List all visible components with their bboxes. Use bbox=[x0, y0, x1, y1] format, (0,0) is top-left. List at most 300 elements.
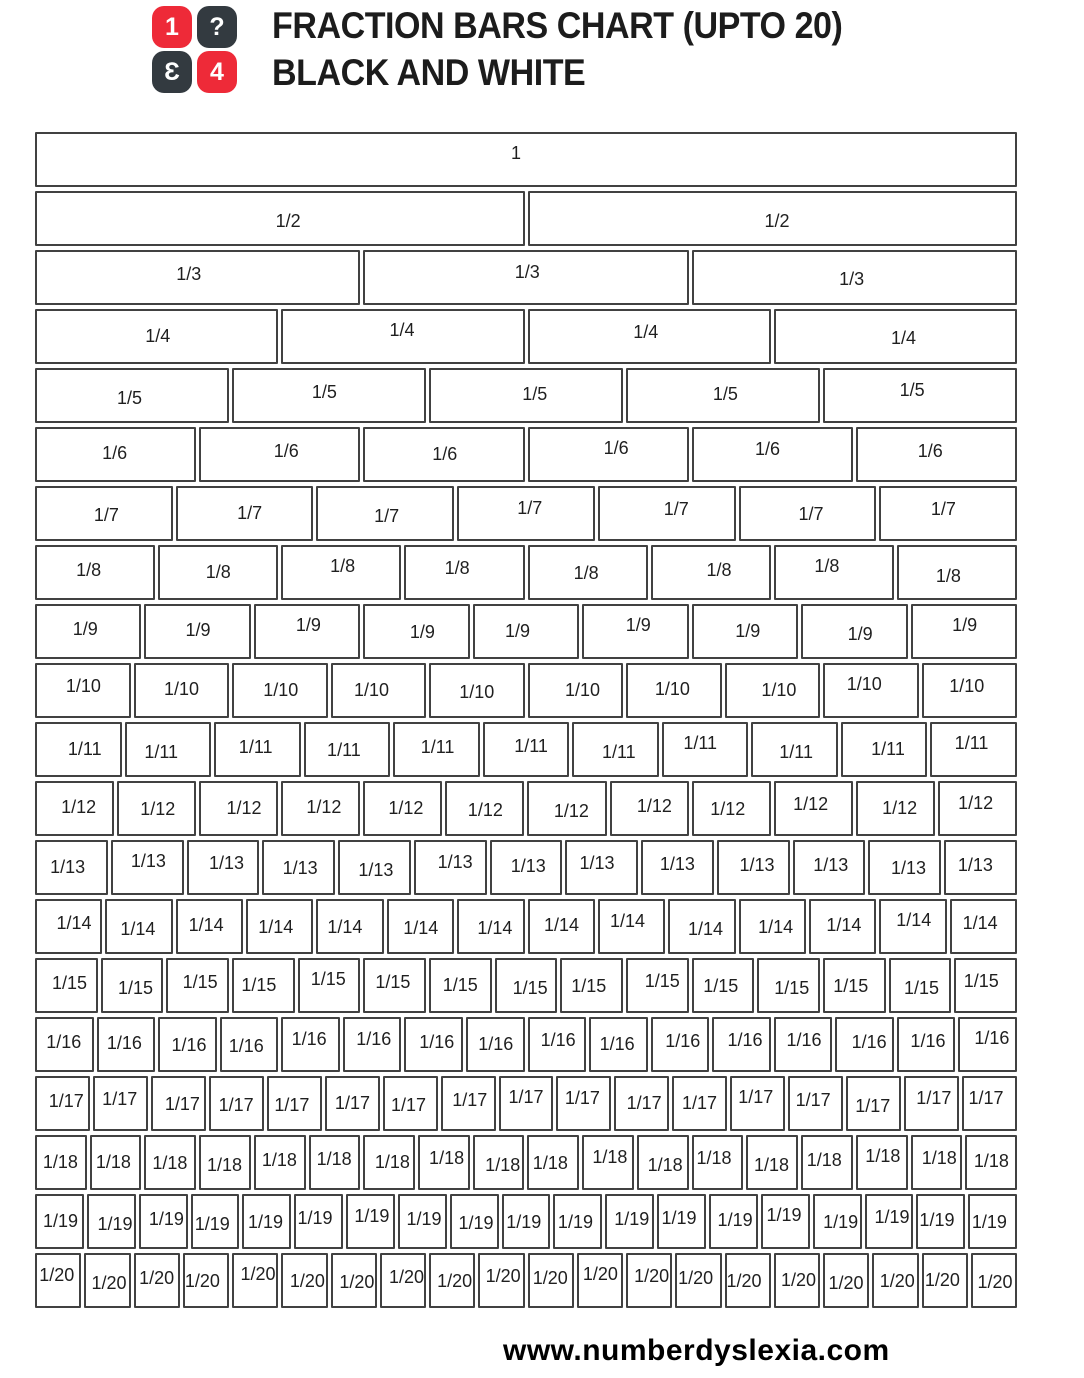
fraction-bar-cell bbox=[393, 722, 480, 777]
fraction-bar-cell bbox=[911, 604, 1017, 659]
fraction-label: 1/18 bbox=[865, 1145, 901, 1166]
fraction-bar-cell bbox=[429, 1253, 475, 1308]
fraction-bar-cell bbox=[35, 427, 196, 482]
fraction-bar-cell bbox=[757, 958, 820, 1013]
fraction-label: 1/5 bbox=[522, 384, 548, 405]
fraction-bar-cell bbox=[958, 1017, 1017, 1072]
fraction-bar-row-17 bbox=[35, 1076, 1017, 1131]
fraction-bar-cell bbox=[35, 132, 1017, 187]
fraction-label: 1/11 bbox=[514, 735, 548, 756]
fraction-bar-cell bbox=[84, 1253, 130, 1308]
fraction-bar-row-13 bbox=[35, 840, 1017, 895]
fraction-bar-cell bbox=[214, 722, 301, 777]
fraction-bar-row-10 bbox=[35, 663, 1017, 718]
fraction-bar-cell bbox=[739, 486, 877, 541]
fraction-bar-cell bbox=[35, 722, 122, 777]
fraction-bar-cell bbox=[158, 1017, 217, 1072]
fraction-bar-cell bbox=[692, 250, 1017, 305]
fraction-bar-cell bbox=[528, 899, 595, 954]
fraction-label: 1/7 bbox=[93, 504, 119, 525]
fraction-label: 1/15 bbox=[903, 977, 939, 998]
fraction-bar-cell bbox=[35, 958, 98, 1013]
fraction-bar-cell bbox=[527, 1135, 579, 1190]
fraction-label: 1/19 bbox=[661, 1207, 697, 1228]
fraction-bar-cell bbox=[254, 1135, 306, 1190]
fraction-bar-cell bbox=[637, 1135, 689, 1190]
fraction-label: 1/18 bbox=[95, 1152, 131, 1173]
fraction-bar-cell bbox=[950, 899, 1017, 954]
fraction-label: 1/10 bbox=[846, 674, 882, 695]
fraction-bar-cell bbox=[457, 899, 524, 954]
fraction-bar-cell bbox=[232, 368, 426, 423]
fraction-bar-cell bbox=[922, 1253, 968, 1308]
fraction-bar-cell bbox=[872, 1253, 918, 1308]
fraction-label: 1/20 bbox=[977, 1271, 1013, 1292]
fraction-bar-cell bbox=[528, 663, 624, 718]
fraction-label: 1/17 bbox=[795, 1090, 831, 1111]
fraction-bar-cell bbox=[528, 545, 648, 600]
fraction-bar-cell bbox=[490, 840, 563, 895]
fraction-bar-cell bbox=[139, 1194, 188, 1249]
fraction-label: 1/18 bbox=[261, 1149, 297, 1170]
fraction-bar-cell bbox=[582, 604, 688, 659]
fraction-bar-cell bbox=[582, 1135, 634, 1190]
fraction-label: 1/20 bbox=[388, 1267, 424, 1288]
fraction-bar-cell bbox=[387, 899, 454, 954]
fraction-bar-cell bbox=[90, 1135, 142, 1190]
fraction-bar-cell bbox=[962, 1076, 1017, 1131]
fraction-label: 1/16 bbox=[851, 1032, 887, 1053]
fraction-bar-cell bbox=[668, 899, 735, 954]
fraction-label: 1/8 bbox=[706, 559, 732, 580]
fraction-label: 1/2 bbox=[764, 210, 790, 231]
fraction-label: 1/14 bbox=[188, 914, 224, 935]
fraction-label: 1/6 bbox=[755, 439, 781, 460]
fraction-label: 1/10 bbox=[654, 678, 690, 699]
fraction-bar-cell bbox=[457, 486, 595, 541]
fraction-bar-cell bbox=[111, 840, 184, 895]
fraction-label: 1/14 bbox=[258, 917, 294, 938]
fraction-bar-cell bbox=[117, 781, 196, 836]
fraction-label: 1/6 bbox=[273, 441, 299, 462]
fraction-label: 1/20 bbox=[726, 1271, 762, 1292]
fraction-bar-cell bbox=[739, 899, 806, 954]
fraction-bar-cell bbox=[614, 1076, 669, 1131]
fraction-bar-cell bbox=[692, 604, 798, 659]
fraction-bar-cell bbox=[528, 1253, 574, 1308]
fraction-bar-cell bbox=[429, 368, 623, 423]
fraction-label: 1/10 bbox=[459, 682, 495, 703]
fraction-label: 1/13 bbox=[813, 855, 849, 876]
fraction-bar-cell bbox=[232, 958, 295, 1013]
fraction-label: 1/15 bbox=[52, 973, 88, 994]
number-dyslexia-logo bbox=[152, 6, 240, 94]
fraction-bar-row-3 bbox=[35, 250, 1017, 305]
fraction-label: 1/18 bbox=[592, 1146, 628, 1167]
fraction-bar-cell bbox=[404, 1017, 463, 1072]
fraction-bar-cell bbox=[675, 1253, 721, 1308]
fraction-label: 1/14 bbox=[896, 910, 932, 931]
fraction-bar-cell bbox=[309, 1135, 361, 1190]
fraction-label: 1/13 bbox=[208, 852, 245, 873]
fraction-label: 1/19 bbox=[766, 1205, 802, 1225]
fraction-bar-cell bbox=[751, 722, 838, 777]
fraction-bar-cell bbox=[651, 545, 771, 600]
fraction-label: 1/17 bbox=[274, 1094, 310, 1115]
fraction-label: 1/15 bbox=[774, 977, 810, 998]
fraction-label: 1/9 bbox=[952, 615, 978, 636]
fraction-bar-cell bbox=[801, 604, 907, 659]
fraction-bar-cell bbox=[199, 1135, 251, 1190]
fraction-label: 1/17 bbox=[48, 1090, 84, 1111]
fraction-bar-cell bbox=[605, 1194, 654, 1249]
fraction-label: 1/18 bbox=[485, 1155, 521, 1176]
fraction-label: 1/20 bbox=[879, 1270, 915, 1291]
fraction-label: 1/10 bbox=[761, 679, 797, 700]
fraction-bar-cell bbox=[254, 604, 360, 659]
fraction-label: 1/14 bbox=[758, 916, 794, 937]
fraction-label: 1/19 bbox=[194, 1214, 230, 1235]
fraction-label: 1/16 bbox=[599, 1033, 635, 1054]
fraction-bar-cell bbox=[316, 899, 383, 954]
fraction-bar-cell bbox=[793, 840, 866, 895]
fraction-bar-cell bbox=[965, 1135, 1017, 1190]
fraction-label: 1/9 bbox=[185, 619, 211, 640]
fraction-label: 1/19 bbox=[354, 1205, 390, 1226]
fraction-label: 1/4 bbox=[633, 322, 659, 342]
fraction-bar-cell bbox=[304, 722, 391, 777]
fraction-label: 1/13 bbox=[739, 854, 775, 875]
fraction-label: 1/6 bbox=[432, 443, 458, 464]
fraction-bar-cell bbox=[338, 840, 411, 895]
fraction-label: 1/16 bbox=[974, 1027, 1010, 1048]
fraction-bar-cell bbox=[294, 1194, 343, 1249]
fraction-label: 1/17 bbox=[916, 1087, 952, 1108]
fraction-bar-cell bbox=[429, 958, 492, 1013]
fraction-label: 1/2 bbox=[275, 210, 301, 231]
fraction-label: 1/9 bbox=[72, 618, 98, 639]
fraction-bar-cell bbox=[527, 781, 606, 836]
title-block bbox=[272, 2, 842, 96]
fraction-label: 1/20 bbox=[91, 1273, 127, 1294]
fraction-bar-cell bbox=[801, 1135, 853, 1190]
fraction-bar-cell bbox=[879, 486, 1017, 541]
page-title: FRACTION BARS CHART (UPTO 20) bbox=[272, 5, 843, 46]
fraction-label: 1/16 bbox=[910, 1031, 946, 1052]
fraction-label: 1/17 bbox=[164, 1094, 200, 1114]
fraction-bar-row-11 bbox=[35, 722, 1017, 777]
fraction-label: 1/13 bbox=[437, 851, 473, 872]
fraction-bar-cell bbox=[922, 663, 1018, 718]
fraction-bar-row-5 bbox=[35, 368, 1017, 423]
fraction-label: 1/13 bbox=[659, 853, 695, 874]
fraction-label: 1/12 bbox=[710, 798, 746, 819]
fraction-label: 1/8 bbox=[330, 556, 356, 577]
fraction-label: 1/8 bbox=[814, 556, 840, 577]
fraction-bar-cell bbox=[343, 1017, 402, 1072]
fraction-label: 1/20 bbox=[634, 1265, 670, 1286]
fraction-label: 1/19 bbox=[406, 1209, 442, 1229]
fraction-bar-row-6 bbox=[35, 427, 1017, 482]
fraction-label: 1/9 bbox=[409, 621, 435, 642]
fraction-label: 1/7 bbox=[798, 503, 824, 524]
fraction-label: 1/20 bbox=[781, 1269, 817, 1290]
fraction-bar-cell bbox=[144, 1135, 196, 1190]
fraction-bar-cell bbox=[725, 1253, 771, 1308]
fraction-bar-cell bbox=[298, 958, 361, 1013]
fraction-bar-cell bbox=[281, 781, 360, 836]
fraction-bar-cell bbox=[553, 1194, 602, 1249]
fraction-label: 1/19 bbox=[823, 1212, 859, 1233]
fraction-label: 1/18 bbox=[374, 1152, 410, 1173]
fraction-label: 1/5 bbox=[899, 379, 925, 400]
fraction-label: 1/15 bbox=[310, 968, 346, 989]
fraction-bar-cell bbox=[809, 899, 876, 954]
fraction-bar-cell bbox=[774, 781, 853, 836]
fraction-label: 1/14 bbox=[826, 914, 862, 935]
fraction-label: 1/8 bbox=[76, 559, 102, 580]
fraction-label: 1/18 bbox=[647, 1155, 683, 1176]
fraction-bar-cell bbox=[911, 1135, 963, 1190]
fraction-bar-row-20 bbox=[35, 1253, 1017, 1308]
fraction-bar-cell bbox=[930, 722, 1017, 777]
fraction-bar-cell bbox=[841, 722, 928, 777]
fraction-label: 1/16 bbox=[727, 1029, 763, 1050]
fraction-label: 1/5 bbox=[116, 388, 143, 409]
fraction-label: 1/18 bbox=[532, 1153, 568, 1174]
logo-tile-label: ? bbox=[209, 12, 225, 41]
fraction-label: 1/3 bbox=[514, 262, 540, 283]
fraction-label: 1/14 bbox=[120, 919, 156, 939]
fraction-label: 1/6 bbox=[603, 438, 629, 459]
fraction-label: 1/13 bbox=[890, 857, 927, 878]
fraction-label: 1/15 bbox=[241, 974, 277, 995]
fraction-bar-row-7 bbox=[35, 486, 1017, 541]
fraction-bar-cell bbox=[823, 1253, 869, 1308]
fraction-label: 1/19 bbox=[42, 1211, 79, 1232]
fraction-bar-cell bbox=[363, 958, 426, 1013]
fraction-bar-cell bbox=[774, 1253, 820, 1308]
fraction-label: 1/12 bbox=[140, 799, 176, 819]
fraction-label: 1/9 bbox=[625, 615, 651, 636]
fraction-label: 1/7 bbox=[663, 498, 689, 519]
fraction-bar-cell bbox=[35, 250, 360, 305]
fraction-label: 1/17 bbox=[968, 1088, 1004, 1109]
fraction-bar-cell bbox=[166, 958, 229, 1013]
fraction-bar-cell bbox=[692, 427, 853, 482]
fraction-bar-cell bbox=[429, 663, 525, 718]
fraction-bar-cell bbox=[209, 1076, 264, 1131]
fraction-bar-row-8 bbox=[35, 545, 1017, 600]
fraction-bar-cell bbox=[730, 1076, 785, 1131]
fraction-bar-cell bbox=[134, 1253, 180, 1308]
fraction-bar-cell bbox=[191, 1194, 240, 1249]
fraction-bar-cell bbox=[441, 1076, 496, 1131]
fraction-bar-cell bbox=[626, 1253, 672, 1308]
fraction-bar-cell bbox=[499, 1076, 554, 1131]
fraction-bar-cell bbox=[626, 958, 689, 1013]
fraction-bar-cell bbox=[746, 1135, 798, 1190]
fraction-bar-cell bbox=[35, 663, 131, 718]
fraction-label: 1/4 bbox=[145, 325, 171, 346]
fraction-label: 1/7 bbox=[374, 506, 400, 527]
fraction-bar-cell bbox=[556, 1076, 611, 1131]
fraction-label: 1/18 bbox=[42, 1151, 78, 1172]
fraction-bar-row-16 bbox=[35, 1017, 1017, 1072]
fraction-label: 1/18 bbox=[921, 1148, 957, 1169]
fraction-bar-cell bbox=[97, 1017, 156, 1072]
fraction-label: 1/10 bbox=[263, 679, 299, 700]
fraction-label: 1/8 bbox=[935, 565, 961, 586]
fraction-bar-cell bbox=[879, 899, 946, 954]
fraction-label: 1/19 bbox=[874, 1207, 910, 1228]
logo-tile-1 bbox=[152, 6, 192, 48]
fraction-label: 1/17 bbox=[626, 1093, 662, 1113]
fraction-label: 1/7 bbox=[517, 497, 543, 518]
fraction-label: 1/13 bbox=[282, 858, 318, 878]
fraction-bar-cell bbox=[641, 840, 714, 895]
fraction-label: 1/14 bbox=[56, 913, 92, 934]
fraction-bar-cell bbox=[450, 1194, 499, 1249]
fraction-label: 1/13 bbox=[50, 857, 86, 878]
logo-tile-reversed-3 bbox=[152, 51, 192, 93]
fraction-bar-cell bbox=[528, 309, 771, 364]
fraction-bar-cell bbox=[672, 1076, 727, 1131]
fraction-bar-cell bbox=[281, 1253, 327, 1308]
fraction-label: 1/12 bbox=[388, 797, 424, 818]
fraction-label: 1/18 bbox=[152, 1152, 188, 1173]
fraction-label: 1/15 bbox=[571, 976, 607, 997]
fraction-bar-cell bbox=[938, 781, 1017, 836]
fraction-label: 1/19 bbox=[247, 1211, 284, 1232]
fraction-label: 1/16 bbox=[786, 1030, 822, 1051]
fraction-label: 1/6 bbox=[102, 443, 128, 464]
fraction-label: 1/10 bbox=[565, 679, 601, 700]
fraction-label: 1/18 bbox=[806, 1149, 842, 1170]
fraction-bar-cell bbox=[199, 427, 360, 482]
fraction-label: 1/14 bbox=[403, 918, 439, 939]
fraction-label: 1/16 bbox=[356, 1029, 392, 1050]
fraction-bar-cell bbox=[35, 486, 173, 541]
fraction-bar-row-19 bbox=[35, 1194, 1017, 1249]
fraction-label: 1/14 bbox=[687, 919, 724, 940]
fraction-bar-cell bbox=[971, 1253, 1017, 1308]
fraction-label: 1/11 bbox=[238, 737, 273, 757]
fraction-label: 1/18 bbox=[973, 1151, 1009, 1171]
fraction-label: 1/20 bbox=[532, 1268, 568, 1289]
fraction-bar-cell bbox=[418, 1135, 470, 1190]
fraction-bar-cell bbox=[232, 663, 328, 718]
fraction-bar-cell bbox=[846, 1076, 901, 1131]
fraction-bar-cell bbox=[35, 840, 108, 895]
fraction-bar-cell bbox=[473, 604, 579, 659]
fraction-bar-cell bbox=[610, 781, 689, 836]
fraction-bar-cell bbox=[495, 958, 558, 1013]
fraction-label: 1/13 bbox=[130, 850, 166, 871]
fraction-bar-cell bbox=[657, 1194, 706, 1249]
fraction-label: 1/3 bbox=[839, 268, 865, 289]
fraction-label: 1/16 bbox=[478, 1034, 514, 1055]
fraction-label: 1/12 bbox=[467, 800, 503, 820]
fraction-bar-cell bbox=[774, 1017, 833, 1072]
fraction-label: 1/19 bbox=[919, 1209, 955, 1230]
fraction-bar-cell bbox=[856, 1135, 908, 1190]
fraction-bar-cell bbox=[717, 840, 790, 895]
fraction-bar-cell bbox=[626, 368, 820, 423]
fraction-bar-cell bbox=[246, 899, 313, 954]
fraction-label: 1/11 bbox=[67, 739, 102, 760]
fraction-label: 1/9 bbox=[847, 624, 873, 645]
fraction-bar-cell bbox=[87, 1194, 136, 1249]
fraction-bar-cell bbox=[134, 663, 230, 718]
fraction-label: 1/11 bbox=[327, 739, 361, 760]
fraction-label: 1/16 bbox=[228, 1035, 264, 1056]
fraction-label: 1/15 bbox=[442, 974, 478, 995]
fraction-bar-cell bbox=[598, 899, 665, 954]
fraction-bar-cell bbox=[868, 840, 941, 895]
fraction-bar-cell bbox=[565, 840, 638, 895]
fraction-bar-cell bbox=[954, 958, 1017, 1013]
fraction-bar-cell bbox=[35, 1076, 90, 1131]
fraction-bar-cell bbox=[761, 1194, 810, 1249]
fraction-label: 1/15 bbox=[117, 977, 154, 998]
fraction-bar-cell bbox=[331, 1253, 377, 1308]
fraction-bar-cell bbox=[35, 1194, 84, 1249]
fraction-label: 1/7 bbox=[237, 502, 263, 523]
fraction-label: 1/14 bbox=[543, 914, 580, 935]
fraction-label: 1/17 bbox=[452, 1090, 488, 1110]
fraction-label: 1/13 bbox=[358, 860, 394, 881]
fraction-label: 1/17 bbox=[508, 1086, 544, 1107]
fraction-label: 1/10 bbox=[65, 676, 101, 696]
fraction-label: 1/12 bbox=[636, 795, 672, 816]
fraction-label: 1/20 bbox=[39, 1265, 75, 1286]
fraction-bar-cell bbox=[35, 191, 525, 246]
fraction-label: 1/18 bbox=[753, 1155, 790, 1176]
fraction-bar-cell bbox=[445, 781, 524, 836]
fraction-label: 1/19 bbox=[971, 1212, 1007, 1233]
fraction-bar-cell bbox=[916, 1194, 965, 1249]
fraction-label: 1/20 bbox=[924, 1270, 960, 1291]
fraction-label: 1/18 bbox=[316, 1149, 352, 1169]
fraction-label: 1/12 bbox=[61, 796, 97, 817]
fraction-label: 1/20 bbox=[240, 1264, 276, 1284]
logo-tile-question bbox=[197, 6, 237, 48]
fraction-bar-cell bbox=[346, 1194, 395, 1249]
fraction-bar-cell bbox=[788, 1076, 843, 1131]
fraction-label: 1/17 bbox=[102, 1088, 138, 1109]
fraction-bar-cell bbox=[380, 1253, 426, 1308]
fraction-label: 1/11 bbox=[954, 732, 989, 753]
fraction-bar-cell bbox=[813, 1194, 862, 1249]
fraction-bar-cell bbox=[35, 309, 278, 364]
fraction-label: 1/12 bbox=[882, 797, 918, 818]
fraction-label: 1/19 bbox=[557, 1211, 593, 1232]
fraction-label: 1/17 bbox=[681, 1093, 717, 1114]
fraction-label: 1/20 bbox=[828, 1272, 864, 1293]
fraction-bar-row-18 bbox=[35, 1135, 1017, 1190]
fraction-label: 1/11 bbox=[601, 742, 636, 763]
fraction-bar-cell bbox=[325, 1076, 380, 1131]
fraction-label: 1/15 bbox=[644, 970, 680, 991]
fraction-label: 1/15 bbox=[375, 971, 411, 992]
fraction-bar-cell bbox=[577, 1253, 623, 1308]
fraction-label: 1/8 bbox=[205, 562, 231, 583]
fraction-bars-chart bbox=[35, 132, 1017, 1312]
fraction-label: 1/17 bbox=[218, 1095, 254, 1116]
fraction-bar-cell bbox=[560, 958, 623, 1013]
fraction-bar-cell bbox=[889, 958, 952, 1013]
